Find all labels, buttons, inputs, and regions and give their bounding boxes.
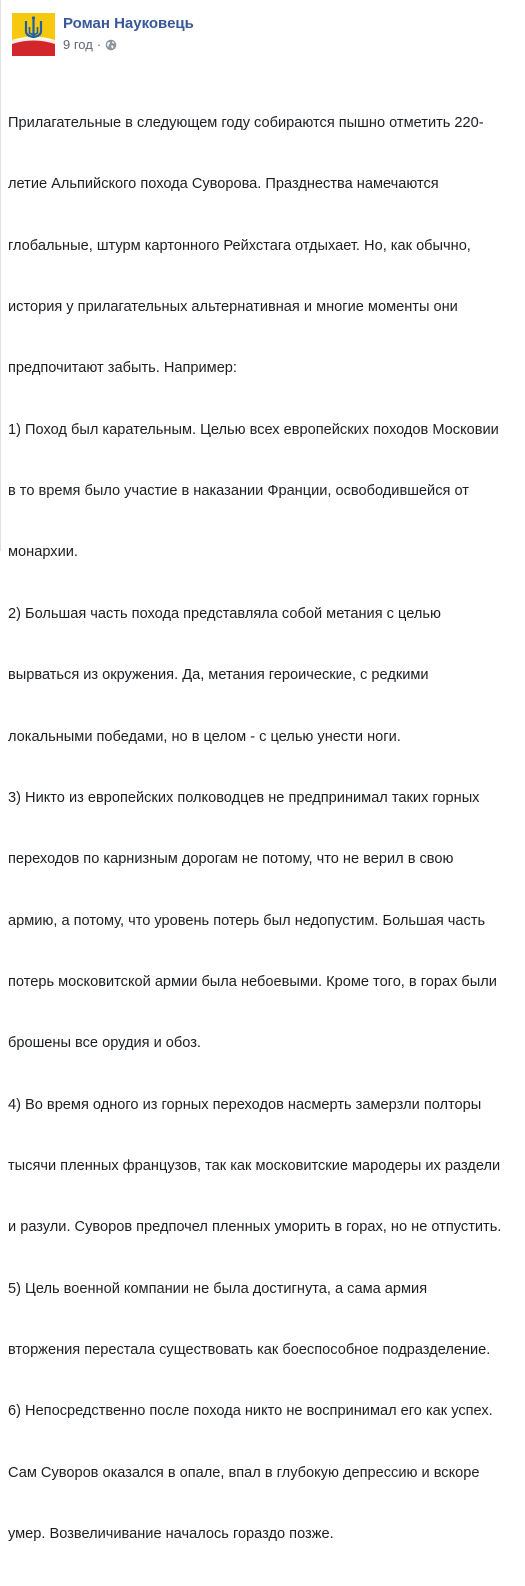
post-line: монархии.	[8, 544, 78, 561]
post-line: предпочитают забыть. Например:	[8, 360, 237, 377]
post-line: локальными победами, но в целом - с целью унести ноги.	[8, 728, 401, 745]
post-line: Сам Суворов оказался в опале, впал в глубокую депрессию и вскоре	[8, 1464, 480, 1481]
post-body	[8, 72, 520, 1586]
post-line: 1) Поход был карательным. Целью всех европейских походов Московии	[8, 421, 499, 438]
post-line: потерь московитской армии была небоевыми. Кроме того, в горах были	[8, 973, 497, 990]
avatar-image	[12, 13, 55, 56]
post-subline	[63, 37, 194, 53]
author-name-link[interactable]: Роман Науковець	[63, 15, 194, 32]
post-line: тысячи пленных французов, так как московитские мародеры их раздели	[8, 1158, 501, 1175]
post-line: вырваться из окружения. Да, метания героические, с редкими	[8, 667, 429, 684]
globe-icon[interactable]	[105, 39, 117, 51]
post-line: армию, а потому, что уровень потерь был недопустим. Большая часть	[8, 912, 486, 929]
post-header	[12, 10, 194, 58]
post-line: летие Альпийского похода Суворова. Празднества намечаются	[8, 176, 439, 193]
post-line: 6) Непосредственно после похода никто не воспринимал его как успех.	[8, 1403, 493, 1420]
post-line: история у прилагательных альтернативная и многие моменты они	[8, 298, 458, 315]
meta-separator: ·	[96, 37, 102, 52]
post-line: вторжения перестала существовать как боеспособное подразделение.	[8, 1342, 491, 1359]
post-line: 2) Большая часть похода представляла собой метания с целью	[8, 605, 441, 622]
post-line: переходов по карнизным дорогам не потому, что не верил в свою	[8, 851, 454, 868]
post-line: брошены все орудия и обоз.	[8, 1035, 201, 1052]
post-line: и разули. Суворов предпочел пленных уморить в горах, но не отпустить.	[8, 1219, 502, 1236]
post-line: Прилагательные в следующем году собираются пышно отметить 220-	[8, 114, 484, 131]
post-line: 5) Цель военной компании не была достигнута, а сама армия	[8, 1280, 428, 1297]
author-avatar[interactable]	[12, 13, 55, 56]
post-line: 3) Никто из европейских полководцев не предпринимал таких горных	[8, 789, 480, 806]
post-line: глобальные, штурм картонного Рейхстага отдыхает. Но, как обычно,	[8, 237, 471, 254]
post-line: 4) Во время одного из горных переходов насмерть замерзли полторы	[8, 1096, 482, 1113]
post-meta	[63, 15, 194, 53]
post-line: в то время было участие в наказании Франции, освободившейся от	[8, 483, 469, 500]
post-line: умер. Возвеличивание началось гораздо позже.	[8, 1526, 334, 1543]
post-timestamp[interactable]: 9 год	[63, 37, 93, 52]
